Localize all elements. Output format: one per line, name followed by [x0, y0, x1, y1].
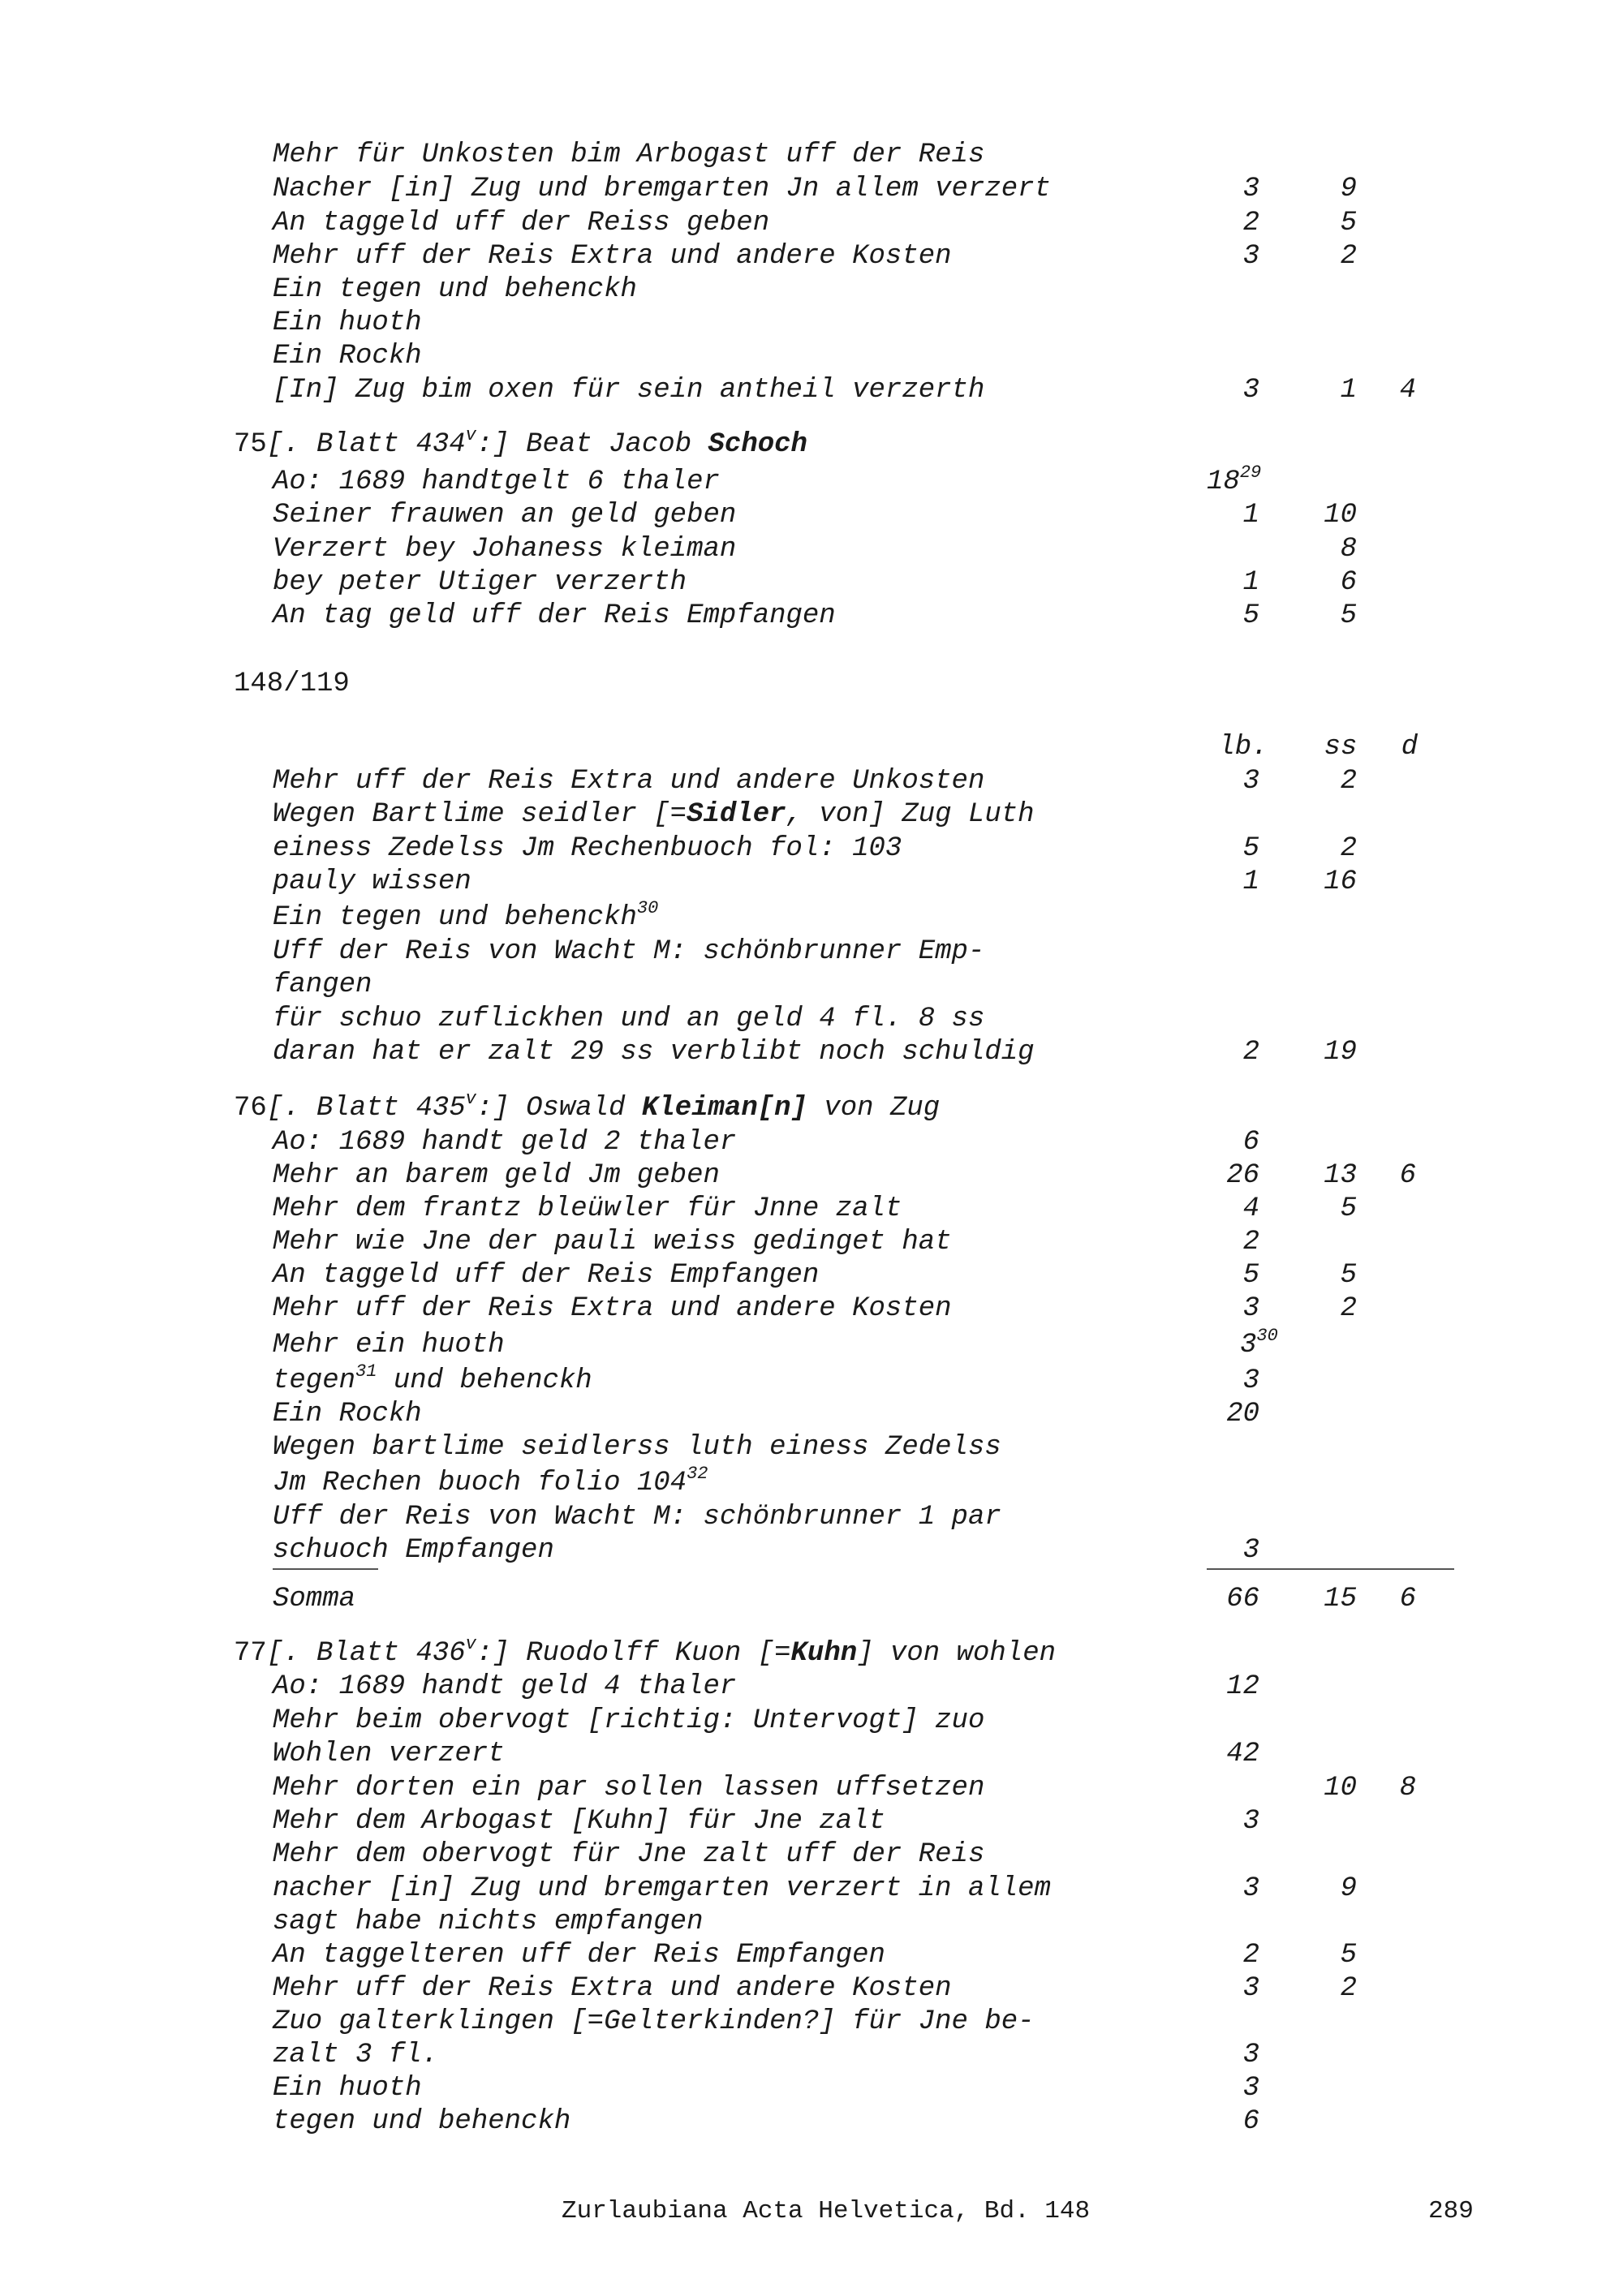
line-text: Wohlen verzert — [273, 1739, 505, 1769]
footnote-ref: 29 — [1239, 462, 1262, 483]
ledger-line — [0, 273, 1623, 307]
line-text: einess Zedelss Jm Rechenbuoch fol: 103 — [273, 833, 902, 864]
line-text: Verzert bey Johaness kleiman — [273, 534, 737, 565]
sum-ss: 15 — [1324, 1584, 1357, 1615]
line-text: Ein tegen und behenckh — [273, 274, 637, 305]
amount-ss: 8 — [1340, 534, 1357, 565]
line-text: Uff der Reis von Wacht M: schönbrunner Emp- — [273, 936, 985, 967]
amount-lb: 2 — [1242, 1940, 1259, 1971]
ledger-line — [0, 2071, 1623, 2105]
line-text: Mehr für Unkosten bim Arbogast uff der Reis — [273, 140, 985, 170]
amount-lb: 1 — [1242, 500, 1259, 531]
amount-d: 6 — [1399, 1160, 1416, 1191]
amount-ss: 2 — [1340, 833, 1357, 864]
line-text: [In] Zug bim oxen für sein antheil verzerth — [273, 375, 985, 406]
ledger-line — [0, 1035, 1623, 1069]
footer-title: Zurlaubiana Acta Helvetica, Bd. 148 — [562, 2197, 1091, 2225]
amount-lb: 3 — [1242, 2073, 1259, 2104]
ledger-line — [0, 1466, 1623, 1500]
footnote-ref: 30 — [1256, 1326, 1278, 1346]
line-text: Uff der Reis von Wacht M: schönbrunner 1 par — [273, 1502, 1001, 1533]
line-text: Mehr uff der Reis Extra und andere Kosten — [273, 1293, 952, 1324]
ledger-line — [0, 1938, 1623, 1972]
ledger-line — [0, 1804, 1623, 1838]
line-text: Mehr dem frantz bleüwler für Jnne zalt — [273, 1193, 902, 1224]
amount-lb: 20 — [1226, 1399, 1259, 1430]
line-text: Ein huoth — [273, 307, 422, 338]
ledger-line — [0, 239, 1623, 273]
ledger-line — [0, 599, 1623, 633]
ledger-line — [0, 1771, 1623, 1805]
ledger-line — [0, 764, 1623, 798]
line-text: sagt habe nichts empfangen — [273, 1907, 704, 1937]
ledger-line — [0, 1737, 1623, 1771]
blatt-sup: v — [465, 1634, 476, 1654]
amount-ss: 16 — [1324, 866, 1357, 897]
ledger-line — [0, 798, 1623, 832]
ledger-line — [0, 1002, 1623, 1036]
sum-d: 6 — [1399, 1584, 1416, 1615]
ledger-line — [0, 306, 1623, 340]
name-post: ] von wohlen — [857, 1638, 1056, 1669]
ledger-line — [0, 2005, 1623, 2039]
ledger-line — [0, 206, 1623, 240]
amount-lb: 1 — [1242, 866, 1259, 897]
line-text: Wegen Bartlime seidler [=Sidler, von] Zug Luth — [273, 799, 1035, 830]
line-text: schuoch Empfangen — [273, 1535, 554, 1566]
line-text: Mehr uff der Reis Extra und andere Kosten — [273, 1973, 952, 2004]
amount-lb: 5 — [1242, 833, 1259, 864]
line-text: Mehr beim obervogt [richtig: Untervogt] zuo — [273, 1705, 985, 1736]
ledger-line — [0, 2038, 1623, 2072]
ledger-line — [0, 1125, 1623, 1159]
footnote-ref: 30 — [636, 898, 659, 918]
ledger-line — [0, 172, 1623, 206]
ledger-line — [0, 1838, 1623, 1872]
amount-lb: 42 — [1226, 1739, 1259, 1769]
line-text: Mehr uff der Reis Extra und andere Unkosten — [273, 766, 985, 797]
amount-ss: 13 — [1324, 1160, 1357, 1191]
line-text: zalt 3 fl. — [273, 2040, 439, 2070]
line-text: pauly wissen — [273, 866, 471, 897]
ledger-line — [0, 865, 1623, 899]
line-text: Mehr uff der Reis Extra und andere Kosten — [273, 241, 952, 272]
amount-lb: 2 — [1242, 208, 1259, 239]
line-text: Ao: 1689 handt geld 2 thaler — [273, 1127, 737, 1158]
ledger-line — [0, 1397, 1623, 1431]
header-lb: lb. — [1218, 732, 1268, 763]
ledger-line — [0, 1872, 1623, 1906]
amount-ss: 10 — [1324, 500, 1357, 531]
name-post: von Zug — [807, 1093, 941, 1124]
ledger-line — [0, 1225, 1623, 1259]
line-text: Zuo galterklingen [=Gelterkinden?] für Jne be- — [273, 2006, 1035, 2037]
amount-ss: 5 — [1340, 208, 1357, 239]
surname: Kuhn — [790, 1638, 858, 1669]
amount-ss: 1 — [1340, 375, 1357, 406]
amount-lb: 3 — [1242, 1973, 1259, 2004]
ledger-line — [0, 1670, 1623, 1704]
line-text: daran hat er zalt 29 ss verblibt noch schuldig — [273, 1037, 1035, 1068]
blatt-ref: [. Blatt 436 — [266, 1638, 466, 1669]
amount-ss: 2 — [1340, 241, 1357, 272]
line-text: nacher [in] Zug und bremgarten verzert in allem — [273, 1873, 1051, 1904]
ledger-line — [0, 1500, 1623, 1534]
amount-lb: $18^{29}$ — [1207, 462, 1262, 497]
amount-ss: 2 — [1340, 1293, 1357, 1324]
page-reference: 148/119 — [234, 669, 350, 699]
ledger-line — [0, 2105, 1623, 2139]
ledger-line — [0, 1292, 1623, 1326]
amount-lb: 3 — [1242, 1365, 1259, 1396]
line-text: Ein Rockh — [273, 1399, 422, 1430]
line-text: An taggeld uff der Reiss geben — [273, 208, 770, 239]
ledger-line — [0, 1328, 1623, 1362]
line-text: Mehr ein huoth — [273, 1330, 505, 1361]
amount-ss: 2 — [1340, 1973, 1357, 2004]
line-text: bey peter Utiger verzerth — [273, 567, 687, 598]
line-text: Mehr wie Jne der pauli weiss gedinget hat — [273, 1227, 952, 1258]
amount-lb: 3 — [1242, 1535, 1259, 1566]
line-text: Mehr dem obervogt für Jne zalt uff der Reis — [273, 1839, 985, 1870]
column-headers — [0, 730, 1623, 764]
line-text: Ao: 1689 handt geld 4 thaler — [273, 1671, 737, 1702]
ledger-line — [0, 373, 1623, 407]
blatt-sup: v — [465, 425, 476, 445]
line-text: tegen$^{31}$ und behenckh — [273, 1361, 592, 1396]
entry-number: 77 — [234, 1638, 267, 1669]
amount-ss: 5 — [1340, 1940, 1357, 1971]
amount-lb: 3 — [1242, 174, 1259, 204]
amount-lb: 5 — [1242, 600, 1259, 631]
ledger-line — [0, 1533, 1623, 1567]
ledger-line — [0, 1905, 1623, 1939]
line-text: Ein Rockh — [273, 341, 422, 372]
blatt-ref: [. Blatt 434 — [266, 429, 466, 460]
line-text: Ein tegen und behenckh$^{30}$ — [273, 898, 659, 933]
line-text: Wegen bartlime seidlerss luth einess Zedelss — [273, 1432, 1001, 1463]
ledger-line — [0, 462, 1623, 499]
entry-heading — [0, 1636, 1623, 1670]
ledger-line — [0, 565, 1623, 600]
amount-lb: 3 — [1242, 2040, 1259, 2070]
blatt-ref: [. Blatt 435 — [266, 1093, 466, 1124]
line-text: tegen und behenckh — [273, 2106, 571, 2137]
amount-ss: 5 — [1340, 1193, 1357, 1224]
amount-lb: 1 — [1242, 567, 1259, 598]
ledger-line — [0, 532, 1623, 566]
blatt-sup: v — [465, 1089, 476, 1109]
amount-lb: 2 — [1242, 1037, 1259, 1068]
ledger-line — [0, 1704, 1623, 1738]
amount-ss: 9 — [1340, 174, 1357, 204]
line-text: Nacher [in] Zug und bremgarten Jn allem verzert — [273, 174, 1051, 204]
amount-lb: 2 — [1242, 1227, 1259, 1258]
amount-lb: $3^{30}$ — [1240, 1326, 1278, 1361]
amount-ss: 9 — [1340, 1873, 1357, 1904]
entry-heading — [0, 425, 1623, 462]
line-text: Ao: 1689 handtgelt 6 thaler — [273, 467, 720, 497]
surname: Kleiman[n] — [641, 1093, 807, 1124]
ledger-line — [0, 1192, 1623, 1226]
line-text: Ein huoth — [273, 2073, 422, 2104]
amount-ss: 10 — [1324, 1773, 1357, 1804]
line-text: für schuo zuflickhen und an geld 4 fl. 8 ss — [273, 1004, 985, 1034]
entry-number: 76 — [234, 1093, 267, 1124]
amount-lb: 3 — [1242, 766, 1259, 797]
ledger-line — [0, 1159, 1623, 1193]
name-pre: :] Ruodolff Kuon [= — [476, 1638, 791, 1669]
header-ss: ss — [1324, 732, 1358, 763]
ledger-line — [0, 138, 1623, 172]
ledger-line — [0, 1258, 1623, 1292]
ledger-line — [0, 498, 1623, 532]
amount-lb: 26 — [1226, 1160, 1259, 1191]
amount-ss: 5 — [1340, 1260, 1357, 1291]
amount-lb: 3 — [1242, 1806, 1259, 1837]
sum-rule — [1207, 1568, 1454, 1570]
name-pre: :] Beat Jacob — [476, 429, 708, 460]
sum-lb: 66 — [1226, 1584, 1259, 1615]
amount-lb: 6 — [1242, 2106, 1259, 2137]
name-pre: :] Oswald — [476, 1093, 642, 1124]
amount-lb: 5 — [1242, 1260, 1259, 1291]
line-text: An taggeld uff der Reis Empfangen — [273, 1260, 820, 1291]
amount-ss: 19 — [1324, 1037, 1357, 1068]
line-text: Jm Rechen buoch folio $104^{32}$ — [273, 1464, 708, 1498]
amount-lb: 12 — [1226, 1671, 1259, 1702]
amount-ss: 2 — [1340, 766, 1357, 797]
amount-d: 4 — [1399, 375, 1416, 406]
line-text: An tag geld uff der Reis Empfangen — [273, 600, 836, 631]
ledger-line — [0, 935, 1623, 969]
footnote-ref: 32 — [687, 1464, 708, 1484]
ledger-line — [0, 1361, 1623, 1398]
sum-label: Somma — [273, 1584, 356, 1615]
entry-number: 75 — [234, 429, 267, 460]
ledger-line — [0, 968, 1623, 1002]
line-text: Seiner frauwen an geld geben — [273, 500, 737, 531]
ledger-line — [0, 1430, 1623, 1464]
surname: Schoch — [708, 429, 807, 460]
footnote-ref: 31 — [355, 1361, 377, 1382]
amount-lb: 4 — [1242, 1193, 1259, 1224]
amount-lb: 3 — [1242, 375, 1259, 406]
ledger-line — [0, 339, 1623, 373]
amount-lb: 6 — [1242, 1127, 1259, 1158]
line-text: Mehr dem Arbogast [Kuhn] für Jne zalt — [273, 1806, 885, 1837]
page-number: 289 — [1428, 2197, 1474, 2225]
line-text: Mehr an barem geld Jm geben — [273, 1160, 720, 1191]
amount-d: 8 — [1399, 1773, 1416, 1804]
ledger-line — [0, 1971, 1623, 2006]
ledger-line — [0, 898, 1623, 935]
amount-lb: 3 — [1242, 241, 1259, 272]
sum-line — [0, 1582, 1623, 1616]
header-d: d — [1401, 732, 1419, 763]
amount-ss: 6 — [1340, 567, 1357, 598]
entry-heading — [0, 1091, 1623, 1125]
ledger-line — [0, 832, 1623, 866]
amount-lb: 3 — [1242, 1293, 1259, 1324]
amount-ss: 5 — [1340, 600, 1357, 631]
line-text: fangen — [273, 970, 372, 1000]
line-text: Mehr dorten ein par sollen lassen uffsetzen — [273, 1773, 985, 1804]
amount-lb: 3 — [1242, 1873, 1259, 1904]
line-text: An taggelteren uff der Reis Empfangen — [273, 1940, 885, 1971]
underline-rule — [273, 1568, 378, 1570]
